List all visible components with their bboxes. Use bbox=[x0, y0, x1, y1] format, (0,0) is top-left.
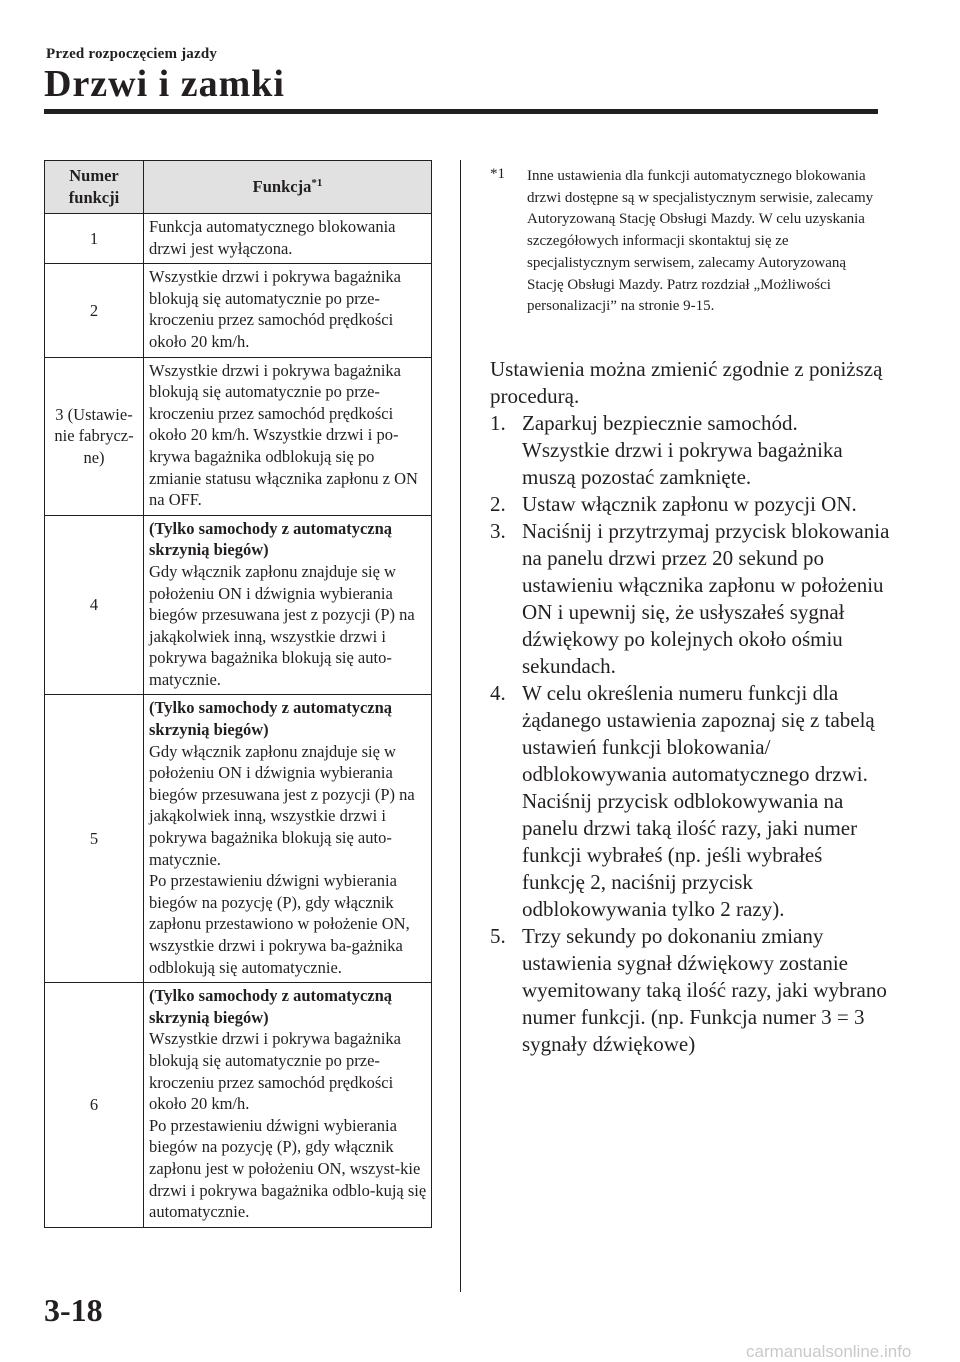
list-item: 1. Zaparkuj bezpiecznie samochód. Wszystkie drzwi i pokrywa bagażnika muszą pozostać zamknięte. bbox=[490, 411, 843, 489]
procedure-steps bbox=[490, 410, 890, 1058]
function-number: 3 (Ustawie-nie fabrycz-ne) bbox=[45, 357, 144, 515]
function-number: 5 bbox=[45, 695, 144, 983]
footnote bbox=[490, 166, 880, 318]
row-heading: (Tylko samochody z automatyczną skrzynią biegów) bbox=[149, 698, 393, 740]
column-divider bbox=[460, 160, 461, 1292]
list-item: 5. Trzy sekundy po dokonaniu zmiany ustawienia sygnał dźwiękowy zostanie wyemitowany taką ilość razy, jaki wybrano numer funkcji. (np. Funkcja numer 3 = 3 sygnały dźwiękowe) bbox=[490, 924, 887, 1056]
procedure-intro: Ustawienia można zmienić zgodnie z poniższą procedurą. bbox=[490, 357, 883, 408]
function-table bbox=[44, 160, 432, 1228]
page-title: Drzwi i zamki bbox=[44, 63, 285, 105]
function-number: 2 bbox=[45, 264, 144, 357]
table-row bbox=[45, 357, 432, 515]
header-function: Funkcja$^{*1}$ bbox=[144, 161, 432, 214]
page-number: 3-18 bbox=[44, 1292, 103, 1328]
row-heading: (Tylko samochody z automatyczną skrzynią biegów) bbox=[149, 518, 393, 560]
function-description: (Tylko samochody z automatyczną skrzynią biegów) Wszystkie drzwi i pokrywa bagażnika blokują się automatycznie po prze-kroczeniu przez samochód prędkości około 20 km/h. Po przestawieniu dźwigni wybierania biegów na pozycję (P), gdy włącznik zapłonu jest w położeniu ON, wszyst-kie drzwi i pokrywa bagażnika odblo-kują się automatycznie. bbox=[144, 983, 432, 1228]
table-header-row bbox=[45, 161, 432, 214]
section-label: Przed rozpoczęciem jazdy bbox=[46, 46, 218, 62]
function-description: (Tylko samochody z automatyczną skrzynią biegów) Gdy włącznik zapłonu znajduje się w położeniu ON i dźwignia wybierania biegów przesuwana jest z pozycji (P) na jakąkolwiek inną, wszystkie drzwi i pokrywa bagażnika blokują się auto-matycznie. Po przestawieniu dźwigni wybierania biegów na pozycję (P), gdy włącznik zapłonu przestawiono w położenie ON, wszystkie drzwi i pokrywa ba-gażnika odblokują się automatycznie. bbox=[144, 695, 432, 983]
table-row bbox=[45, 695, 432, 983]
list-item: 4. W celu określenia numeru funkcji dla żądanego ustawienia zapoznaj się z tabelą ustawień funkcji blokowania/ odblokowywania automatycznego drzwi. Naciśnij przycisk odblokowywania na panelu drzwi taką ilość razy, jaki numer funkcji wybrałeś (np. jeśli wybrałeś funkcję 2, naciśnij przycisk odblokowywania tylko 2 razy). bbox=[490, 681, 875, 921]
function-description: (Tylko samochody z automatyczną skrzynią biegów) Gdy włącznik zapłonu znajduje się w położeniu ON i dźwignia wybierania biegów przesuwana jest z pozycji (P) na jakąkolwiek inną, wszystkie drzwi i pokrywa bagażnika blokują się auto-matycznie. bbox=[144, 515, 432, 695]
function-number: 1 bbox=[45, 214, 144, 264]
function-number: 6 bbox=[45, 983, 144, 1228]
footnote-mark: *1 bbox=[490, 166, 505, 182]
footnote-text: Inne ustawienia dla funkcji automatycznego blokowania drzwi dostępne są w specjalistycznym serwisie, zalecamy Autoryzowaną Stację Obsługi Mazdy. W celu uzyskania szczegółowych informacji skontaktuj się ze specjalistycznym serwisem, zalecamy Autoryzowaną Stację Obsługi Mazdy. Patrz rozdział „Możliwości personalizacji” na stronie 9-15. bbox=[527, 168, 874, 315]
watermark: carmanualsonline.info bbox=[746, 1342, 912, 1361]
table-row bbox=[45, 264, 432, 357]
row-heading: (Tylko samochody z automatyczną skrzynią biegów) bbox=[149, 986, 393, 1027]
function-description: Funkcja automatycznego blokowania drzwi jest wyłączona. bbox=[144, 214, 432, 264]
function-number: 4 bbox=[45, 515, 144, 695]
list-item: 2. Ustaw włącznik zapłonu w pozycji ON. bbox=[490, 492, 857, 516]
header-function-number: Numer funkcji bbox=[45, 161, 144, 214]
footnote-ref: *1 bbox=[311, 177, 323, 190]
table-row bbox=[45, 214, 432, 264]
list-item: 3. Naciśnij i przytrzymaj przycisk blokowania na panelu drzwi przez 20 sekund po ustawieniu włącznika zapłonu w położeniu ON i upewnij się, że usłyszałeś sygnał dźwiękowy po kolejnych około ośmiu sekundach. bbox=[490, 519, 890, 678]
function-description: Wszystkie drzwi i pokrywa bagażnika blokują się automatycznie po prze-kroczeniu przez samochód prędkości około 20 km/h. bbox=[144, 264, 432, 357]
table-row bbox=[45, 983, 432, 1228]
table-row bbox=[45, 515, 432, 695]
title-rule bbox=[44, 109, 878, 114]
function-description: Wszystkie drzwi i pokrywa bagażnika blokują się automatycznie po prze-kroczeniu przez samochód prędkości około 20 km/h. Wszystkie drzwi i po-krywa bagażnika odblokują się po zmianie statusu włącznika zapłonu z ON na OFF. bbox=[144, 357, 432, 515]
